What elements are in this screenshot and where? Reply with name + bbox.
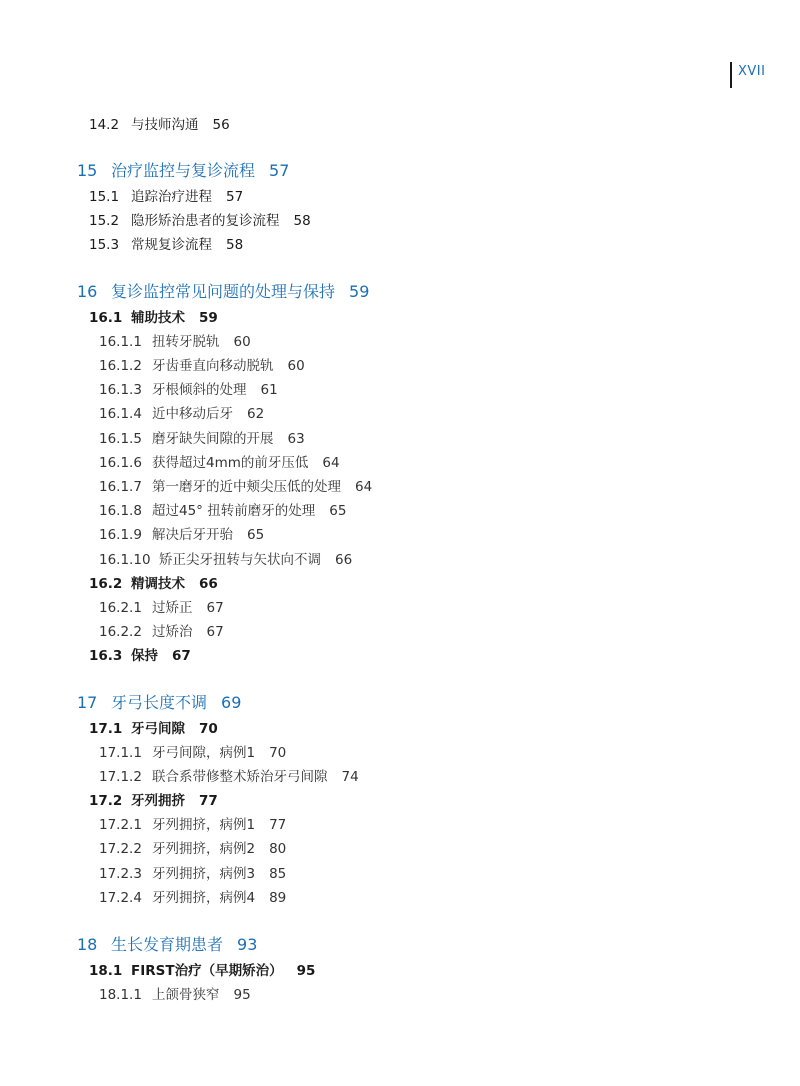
entry-title: 牙齿垂直向移动脱轨 bbox=[152, 358, 274, 374]
entry-title: 牙列拥挤，病例2 bbox=[152, 841, 256, 857]
entry-number: 17.2.3 bbox=[99, 866, 142, 882]
entry-title: 过矫正 bbox=[152, 600, 193, 616]
entry-title: 近中移动后牙 bbox=[152, 406, 233, 422]
toc-entry[interactable] bbox=[89, 572, 218, 592]
toc-subentry[interactable] bbox=[99, 354, 305, 374]
entry-title: 追踪治疗进程 bbox=[131, 189, 212, 205]
entry-page: 74 bbox=[341, 769, 359, 785]
page-number-text: XVII bbox=[738, 64, 766, 79]
page-number bbox=[730, 62, 765, 88]
toc-subentry[interactable] bbox=[99, 499, 346, 519]
entry-title: 牙弓间隙 bbox=[131, 721, 185, 737]
entry-number: 16.1 bbox=[89, 310, 123, 326]
toc-subentry[interactable] bbox=[99, 765, 359, 785]
entry-title: 牙列拥挤，病例1 bbox=[152, 817, 256, 833]
entry-title: 过矫治 bbox=[152, 624, 193, 640]
entry-page: 65 bbox=[247, 527, 265, 543]
entry-title: 牙列拥挤，病例3 bbox=[152, 866, 256, 882]
chapter-page: 59 bbox=[349, 282, 370, 301]
entry-page: 58 bbox=[226, 237, 244, 253]
chapter-title: 牙弓长度不调 bbox=[111, 693, 208, 712]
chapter-number: 17 bbox=[77, 693, 98, 712]
entry-number: 18.1.1 bbox=[99, 987, 142, 1003]
toc-chapter[interactable] bbox=[77, 158, 289, 181]
entry-page: 77 bbox=[199, 793, 218, 809]
entry-title: 牙列拥挤，病例4 bbox=[152, 890, 256, 906]
toc-entry[interactable] bbox=[89, 717, 218, 737]
toc-subentry[interactable] bbox=[99, 620, 224, 640]
entry-page: 63 bbox=[287, 431, 305, 447]
toc-subentry[interactable] bbox=[99, 886, 286, 906]
entry-page: 70 bbox=[199, 721, 218, 737]
chapter-title: 生长发育期患者 bbox=[111, 935, 224, 954]
chapter-page: 69 bbox=[221, 693, 242, 712]
toc-entry[interactable] bbox=[89, 233, 243, 253]
toc-subentry[interactable] bbox=[99, 983, 251, 1003]
toc-subentry[interactable] bbox=[99, 813, 286, 833]
entry-title: 超过45° 扭转前磨牙的处理 bbox=[152, 503, 316, 519]
chapter-page: 57 bbox=[269, 161, 290, 180]
entry-number: 16.1.9 bbox=[99, 527, 142, 543]
chapter-page: 93 bbox=[237, 935, 258, 954]
entry-number: 16.2.2 bbox=[99, 624, 142, 640]
entry-number: 16.3 bbox=[89, 648, 123, 664]
entry-number: 16.1.3 bbox=[99, 382, 142, 398]
entry-page: 56 bbox=[212, 117, 230, 133]
entry-page: 67 bbox=[172, 648, 191, 664]
entry-number: 17.2 bbox=[89, 793, 123, 809]
toc-chapter[interactable] bbox=[77, 690, 241, 713]
entry-number: 16.2.1 bbox=[99, 600, 142, 616]
entry-number: 16.1.2 bbox=[99, 358, 142, 374]
entry-number: 15.1 bbox=[89, 189, 120, 205]
entry-number: 17.2.2 bbox=[99, 841, 142, 857]
toc-entry[interactable] bbox=[89, 644, 191, 664]
entry-page: 59 bbox=[199, 310, 218, 326]
toc-subentry[interactable] bbox=[99, 596, 224, 616]
entry-number: 16.1.5 bbox=[99, 431, 142, 447]
toc-subentry[interactable] bbox=[99, 475, 372, 495]
entry-title: 保持 bbox=[131, 648, 158, 664]
entry-title: 上颌骨狭窄 bbox=[152, 987, 220, 1003]
entry-page: 95 bbox=[233, 987, 251, 1003]
entry-page: 65 bbox=[329, 503, 347, 519]
entry-number: 14.2 bbox=[89, 117, 120, 133]
entry-title: 联合系带修整术矫治牙弓间隙 bbox=[152, 769, 328, 785]
entry-title: 常规复诊流程 bbox=[131, 237, 212, 253]
toc-subentry[interactable] bbox=[99, 451, 340, 471]
entry-page: 61 bbox=[260, 382, 278, 398]
entry-title: 隐形矫治患者的复诊流程 bbox=[131, 213, 280, 229]
toc-subentry[interactable] bbox=[99, 548, 352, 568]
entry-number: 16.1.6 bbox=[99, 455, 142, 471]
chapter-number: 15 bbox=[77, 161, 98, 180]
chapter-number: 16 bbox=[77, 282, 98, 301]
entry-title: 获得超过4mm的前牙压低 bbox=[152, 455, 309, 471]
entry-page: 58 bbox=[293, 213, 311, 229]
entry-number: 16.1.10 bbox=[99, 552, 151, 568]
entry-page: 89 bbox=[269, 890, 287, 906]
entry-number: 15.2 bbox=[89, 213, 120, 229]
entry-title: 磨牙缺失间隙的开展 bbox=[152, 431, 274, 447]
chapter-number: 18 bbox=[77, 935, 98, 954]
entry-page: 67 bbox=[206, 600, 224, 616]
toc-subentry[interactable] bbox=[99, 378, 278, 398]
toc-chapter[interactable] bbox=[77, 932, 257, 955]
chapter-title: 治疗监控与复诊流程 bbox=[111, 161, 256, 180]
toc-chapter[interactable] bbox=[77, 279, 369, 302]
entry-page: 66 bbox=[335, 552, 353, 568]
toc-subentry[interactable] bbox=[99, 427, 305, 447]
toc-entry[interactable] bbox=[89, 789, 218, 809]
entry-page: 64 bbox=[322, 455, 340, 471]
toc-entry[interactable] bbox=[89, 185, 243, 205]
entry-page: 60 bbox=[233, 334, 251, 350]
entry-title: 牙列拥挤 bbox=[131, 793, 185, 809]
entry-number: 17.2.1 bbox=[99, 817, 142, 833]
toc-subentry[interactable] bbox=[99, 402, 264, 422]
entry-page: 64 bbox=[355, 479, 373, 495]
entry-number: 17.1.2 bbox=[99, 769, 142, 785]
entry-number: 16.2 bbox=[89, 576, 123, 592]
entry-number: 16.1.1 bbox=[99, 334, 142, 350]
chapter-title: 复诊监控常见问题的处理与保持 bbox=[111, 282, 336, 301]
entry-title: 精调技术 bbox=[131, 576, 185, 592]
toc-subentry[interactable] bbox=[99, 330, 251, 350]
entry-page: 57 bbox=[226, 189, 244, 205]
entry-page: 70 bbox=[269, 745, 287, 761]
entry-title: 与技师沟通 bbox=[131, 117, 199, 133]
entry-page: 62 bbox=[247, 406, 265, 422]
entry-page: 77 bbox=[269, 817, 287, 833]
entry-page: 80 bbox=[269, 841, 287, 857]
entry-title: 矫正尖牙扭转与矢状向不调 bbox=[159, 552, 321, 568]
entry-title: 牙根倾斜的处理 bbox=[152, 382, 247, 398]
toc-subentry[interactable] bbox=[99, 862, 286, 882]
entry-number: 16.1.8 bbox=[99, 503, 142, 519]
entry-page: 60 bbox=[287, 358, 305, 374]
toc-subentry[interactable] bbox=[99, 523, 264, 543]
toc-entry[interactable] bbox=[89, 959, 315, 979]
entry-title: 牙弓间隙，病例1 bbox=[152, 745, 256, 761]
entry-number: 17.1.1 bbox=[99, 745, 142, 761]
entry-number: 16.1.7 bbox=[99, 479, 142, 495]
toc-entry[interactable] bbox=[89, 306, 218, 326]
entry-page: 67 bbox=[206, 624, 224, 640]
entry-page: 85 bbox=[269, 866, 287, 882]
entry-title: 扭转牙脱轨 bbox=[152, 334, 220, 350]
entry-page: 95 bbox=[296, 963, 316, 979]
entry-number: 17.2.4 bbox=[99, 890, 142, 906]
toc-entry[interactable] bbox=[89, 209, 311, 229]
toc-subentry[interactable] bbox=[99, 837, 286, 857]
entry-number: 15.3 bbox=[89, 237, 120, 253]
entry-title: 第一磨牙的近中颊尖压低的处理 bbox=[152, 479, 341, 495]
toc-subentry[interactable] bbox=[99, 741, 286, 761]
toc-entry[interactable] bbox=[89, 113, 230, 133]
entry-page: 66 bbox=[199, 576, 218, 592]
entry-title: 辅助技术 bbox=[131, 310, 185, 326]
entry-number: 18.1 bbox=[89, 963, 123, 979]
entry-title: 解决后牙开骀 bbox=[152, 527, 233, 543]
entry-number: 17.1 bbox=[89, 721, 123, 737]
entry-number: 16.1.4 bbox=[99, 406, 142, 422]
entry-title: FIRST治疗（早期矫治） bbox=[131, 963, 283, 979]
